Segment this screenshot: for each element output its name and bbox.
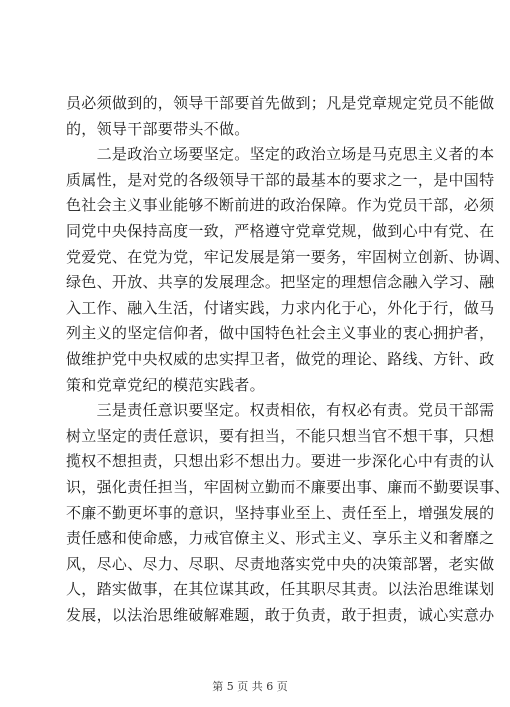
text-line: 三是责任意识要坚定。权责相依，有权必有责。党员干部需: [66, 401, 495, 420]
text-line: 员必须做到的，领导干部要首先做到；凡是党章规定党员不能做: [66, 94, 495, 112]
body-text: [66, 91, 510, 628]
text-line: 识，强化责任担当，牢固树立勤而不廉要出事、廉而不勤要误事、: [66, 477, 510, 496]
page-footer: 第 5 页 共 6 页: [212, 680, 288, 693]
text-line: 同党中央保持高度一致，严格遵守党章党规，做到心中有党、在: [66, 221, 495, 240]
text-line: 不廉不勤更坏事的意识，坚持事业至上、责任至上，增强发展的: [66, 503, 495, 522]
text-line: 发展，以法治思维破解难题，敢于负责，敢于担责，诚心实意办: [66, 605, 495, 624]
text-line: 二是政治立场要坚定。坚定的政治立场是马克思主义者的本: [66, 145, 495, 164]
text-line: 策和党章党纪的模范实践者。: [66, 375, 265, 394]
text-line: 做维护党中央权威的忠实捍卫者，做党的理论、路线、方针、政: [66, 349, 495, 368]
text-line: 色社会主义事业能够不断前进的政治保障。作为党员干部，必须: [66, 196, 495, 215]
text-line: 列主义的坚定信仰者，做中国特色社会主义事业的衷心拥护者，: [66, 324, 495, 343]
text-line: 的，领导干部要带头不做。: [66, 119, 250, 138]
text-line: 入工作、融入生活，付诸实践，力求内化于心，外化于行，做马: [66, 298, 495, 317]
text-line: 树立坚定的责任意识，要有担当，不能只想当官不想干事，只想: [66, 426, 495, 445]
text-line: 责任感和使命感，力戒官僚主义、形式主义、享乐主义和奢靡之: [66, 529, 495, 548]
text-line: 风，尽心、尽力、尽职、尽责地落实党中央的决策部署，老实做: [66, 554, 495, 573]
text-line: 质属性，是对党的各级领导干部的最基本的要求之一，是中国特: [66, 170, 495, 189]
text-line: 党爱党、在党为党，牢记发展是第一要务，牢固树立创新、协调、: [66, 247, 510, 266]
text-line: 绿色、开放、共享的发展理念。把坚定的理想信念融入学习、融: [66, 273, 495, 292]
text-line: 人，踏实做事，在其位谋其政，任其职尽其责。以法治思维谋划: [66, 580, 495, 599]
text-line: 揽权不想担责，只想出彩不想出力。要进一步深化心中有责的认: [66, 452, 495, 471]
